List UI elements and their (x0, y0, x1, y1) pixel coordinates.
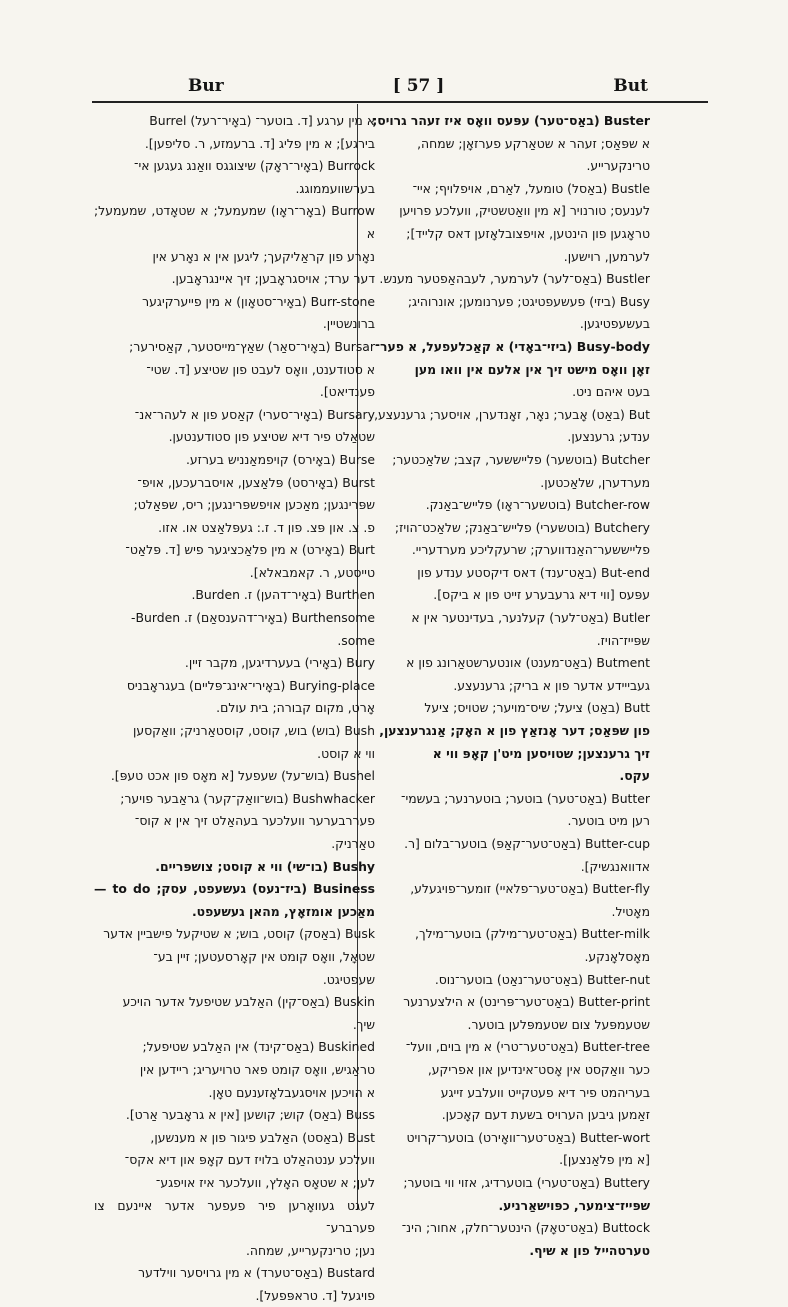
entry-text: Bustle (באַסל) טומעל, לאַרם, אויפלויף; איי־ (412, 180, 650, 196)
entry-text: Buttock (באַט־טאָק) הינטער־חלק, אחור; הינ־ (401, 1220, 650, 1236)
entry-text: Bushy (בו־שי) ווי א קוסט; צושפּריים. (155, 858, 375, 874)
dictionary-line (94, 1262, 375, 1285)
entry-text: פון שפּאַס; דער אָנזאַץ פון א האָק; אַנגרענצען, (379, 723, 650, 739)
page-header (188, 72, 648, 100)
entry-text: זאָן וואָס מישט זיך אין אלעם אין וואו מען (414, 361, 650, 377)
entry-text: But (באַט) אָבער; נאָר, זאָנדערן, אויסער; גרענעצע, (374, 406, 650, 422)
dictionary-line (369, 607, 650, 630)
dictionary-line (94, 1104, 375, 1127)
dictionary-line (369, 810, 650, 833)
dictionary-line (94, 268, 375, 291)
dictionary-line (369, 472, 650, 495)
dictionary-line (94, 313, 375, 336)
dictionary-line (369, 1082, 650, 1105)
dictionary-line (369, 743, 650, 766)
entry-text: שפּייז־צימער, כפּוישאַרניע. (498, 1197, 650, 1213)
entry-text: טייסטע, ר. קאמבאלא]. (249, 564, 375, 580)
dictionary-line (94, 404, 375, 427)
header-right-guide-word: But (613, 76, 648, 96)
entry-text: Butt (באַט) ציעל; שיס־מויער; שטויס; ציעל (424, 700, 650, 716)
entry-text: מאָסלאָנקע. (584, 948, 650, 964)
dictionary-line (369, 901, 650, 924)
entry-text: מאָטיל. (611, 903, 650, 919)
entry-text: Buster (באַס־טער) עפּעס וואָס איז זעהר גרויס; (372, 113, 650, 128)
dictionary-line (369, 562, 650, 585)
entry-text: Busy (ביזי) פעשעפטיגט; פערנומען; אונרוהיג; (407, 293, 650, 309)
entry-text: לענעס; טורנויר [א מין וואַטשטיק, וועלכע פרויען (399, 203, 650, 219)
dictionary-line (94, 246, 375, 269)
left-column (94, 110, 375, 1303)
dictionary-line (369, 404, 650, 427)
entry-text: Butment (באַט־מענט) אונטערשטאַרונג פון א (406, 655, 650, 671)
entry-text: Buttery (באַט־טערי) בוטערדיג, אזוי ווי בוטער; (403, 1174, 650, 1190)
entry-text: בערשוועממוגג. (295, 180, 375, 196)
entry-text: Bushwhacker (בוש־וואַק־קער) גראַבער פויער; (120, 790, 375, 806)
right-column (369, 110, 650, 1258)
dictionary-line (369, 517, 650, 540)
dictionary-line (369, 969, 650, 992)
entry-text: Business (ביז־נעס) געשעפט, עסק; to do — מאַכען אומזאָץ, מהאן געשעפט. (94, 881, 375, 919)
dictionary-line (369, 1240, 650, 1263)
dictionary-line (369, 991, 650, 1014)
entry-text: Butcher-row (בוטשער־ראָו) פלייש־באַנק. (425, 497, 650, 513)
entry-text: א סטודענט, וואָס לעבט פון שטיצע [ד. שטי־ (146, 361, 375, 377)
entry-text: פויגעל [ד. טראפּפעל]. (255, 1287, 375, 1303)
entry-text: Butter (באַט־טער) בוטער; בוטערנער; בעשמי־ (400, 790, 650, 806)
entry-text: לעגט געוואָרען פיר פעפער אדער איינעם צו פערברע־ (94, 1197, 375, 1236)
entry-text: טערטהייל פון א שיף. (529, 1242, 650, 1258)
entry-text: זאַמען גיבען הערויס בשעת דעם קאָכען. (441, 1107, 650, 1123)
dictionary-line (369, 313, 650, 336)
entry-text: Bush (בוש) בוש, קוסט, קוסטאַרניק; וואַקסען (132, 723, 375, 739)
dictionary-line (94, 133, 375, 156)
dictionary-line (94, 1036, 375, 1059)
entry-text: פעררבערער וועלכער בעהאַלט זיך אין א קוס־ (134, 813, 375, 829)
dictionary-line (369, 155, 650, 178)
entry-text: [א מין פלאַנצען]. (559, 1152, 650, 1168)
entry-text: Busy-body (ביזי־באָדי) א קאַכלעפעל, א פער־ (374, 338, 650, 354)
dictionary-line (94, 607, 375, 630)
dictionary-line (369, 1104, 650, 1127)
dictionary-line (369, 200, 650, 223)
dictionary-line (369, 923, 650, 946)
entry-text: עקס. (619, 768, 650, 784)
entry-text: וועלכע ענטהאַלט בלויז דעם קאָפּ און דיא אקס־ (124, 1152, 375, 1168)
dictionary-line (94, 833, 375, 856)
entry-text: נאָרע פון קראַליקעך; ליגען אין א נאָרע אין (152, 248, 375, 264)
entry-text: בירגע]; א מין פליג [ד. ברעמזע, ר. סליפען]. (144, 135, 375, 151)
entry-text: Burying-place (באָירי־אינג־פּליים) בעגראָבניס (126, 677, 375, 693)
dictionary-line (94, 1127, 375, 1150)
entry-text: Butter-cup (באַט־טער־קאַפּ) בוטער־בלום [ר. (404, 836, 650, 851)
entry-text: Butler (באַט־לער) קעלנער, בעדינטער אין א (411, 610, 650, 626)
dictionary-line (369, 494, 650, 517)
entry-text: Burthen (באָיר־דהען) ז. Burden. (191, 587, 375, 603)
entry-text: Buskin (באַס־קין) האַלבע שטיפעל אדער הויכע (122, 994, 375, 1010)
entry-text: בעריהמט פיר דיא פעטקייט וועלבע זייגע (440, 1084, 650, 1100)
dictionary-line (369, 223, 650, 246)
dictionary-line (369, 856, 650, 879)
dictionary-line (369, 246, 650, 269)
dictionary-line (94, 336, 375, 359)
entry-text: רען מיט בוטער. (567, 813, 650, 829)
dictionary-line (94, 472, 375, 495)
entry-text: Butter-nut (באַט־טער־נאַט) בוטער־נוס. (434, 971, 650, 987)
entry-text: בעשעפטיגען. (579, 316, 650, 332)
entry-text: לען; א שטאָס האָלץ, וועלכער איז אויפגע־ (155, 1174, 375, 1190)
entry-text: Bursar (באָיר־סאַר) שאַץ־מייסטער, קאַסירער; (129, 338, 375, 354)
dictionary-line (369, 133, 650, 156)
entry-text: שטאָל, וואָס קומט אין קאָרסעטען; זיין בע־ (153, 948, 375, 964)
dictionary-line (94, 562, 375, 585)
dictionary-line (94, 539, 375, 562)
dictionary-line (94, 449, 375, 472)
dictionary-line (369, 110, 650, 133)
entry-text: Burt (באָירט) א מין פלאַכציגער פיש [ד. פּלאַט־ (125, 542, 375, 558)
dictionary-line (94, 155, 375, 178)
dictionary-line (369, 1172, 650, 1195)
entry-text: some. (337, 632, 375, 648)
header-rule (92, 101, 708, 103)
entry-text: טרינקערייע. (586, 158, 650, 174)
entry-text: לערמען, רוישען. (563, 248, 650, 264)
dictionary-line (369, 946, 650, 969)
entry-text: טראַגיש, וואָס קומט פאר טרויעריג; ריידען אין (139, 1061, 375, 1077)
entry-text: ענדע; גרענצען. (567, 429, 650, 445)
dictionary-line (369, 449, 650, 472)
dictionary-line (94, 1195, 375, 1240)
entry-text: אדוואנגשיק]. (580, 858, 650, 874)
entry-text: Butter-print (באַט־טער־פּרינט) א הילצערנער (403, 994, 650, 1010)
entry-text: עפּעס [ווי דיא גרעבערע זייט פון א ביקס]. (433, 587, 650, 603)
dictionary-line (94, 291, 375, 314)
dictionary-line (369, 697, 650, 720)
entry-text: טראָגען פון הינטען, אויפצובלאָזען דאס קלייד]; (406, 225, 650, 241)
entry-text: Bursary (באָיר־סערי) קאַסע פון א לעהר־אנ־ (134, 406, 375, 422)
entry-text: Burrow (באָר־ראָו) שמעמעל; א שטאָדט, שמעמעל; א (94, 203, 375, 241)
entry-text: Butter-wort (באַט־טער־וואָירט) בוטער־קרויט (406, 1129, 650, 1145)
entry-text: Burthensome (באָיר־דהענסאַם) ז. Burden- (131, 610, 375, 626)
dictionary-line (369, 178, 650, 201)
dictionary-line (369, 584, 650, 607)
dictionary-line (369, 675, 650, 698)
dictionary-line (369, 765, 650, 788)
entry-text: בעט איהם ניט. (572, 384, 650, 400)
entry-text: Butter-tree (באַט־טער־טרי) א מין בוים, וועל־ (405, 1039, 650, 1055)
dictionary-line (94, 517, 375, 540)
dictionary-line (369, 1127, 650, 1150)
dictionary-line (94, 1059, 375, 1082)
entry-text: פלייששער־האַנדווערק; שרעקליכע מערדעריי. (411, 542, 650, 558)
dictionary-line (94, 359, 375, 382)
entry-text: Bustler (באַס־לער) לערמער, לעבהאַפטער מענש. (379, 271, 650, 287)
entry-text: שפּייז־הויז. (596, 632, 650, 648)
dictionary-line (94, 1082, 375, 1105)
entry-text: פענדיאט]. (319, 384, 375, 400)
entry-text: Bust (באַסט) האַלבע פיגור פון א מענשען, (150, 1129, 375, 1145)
entry-text: Busk (באַסק) קוסט, בוש; א שטיקעל פישביין אדער (103, 926, 375, 942)
dictionary-line (94, 743, 375, 766)
dictionary-line (369, 539, 650, 562)
dictionary-line (94, 720, 375, 743)
entry-text: Butcher (בוטשער) פלייששער, קצב; שלאַכטער; (392, 451, 650, 467)
entry-text: שעפטיגט. (322, 971, 375, 987)
entry-text: דער ערד; אויסגראָבען; זיך איינגראָבען. (171, 271, 375, 287)
dictionary-line (94, 697, 375, 720)
dictionary-line (369, 1059, 650, 1082)
dictionary-line (94, 630, 375, 653)
dictionary-line (369, 788, 650, 811)
dictionary-line (94, 652, 375, 675)
dictionary-line (94, 765, 375, 788)
dictionary-line (94, 675, 375, 698)
entry-text: כער וואַקסט אין אָסט־אינדיען און אפריקע, (427, 1061, 650, 1077)
dictionary-line (369, 336, 650, 359)
entry-text: Buskined (באַס־קינד) אין האַלבע שטיפעל; (142, 1039, 375, 1055)
dictionary-line (369, 1014, 650, 1037)
dictionary-line (94, 178, 375, 201)
dictionary-line (94, 878, 375, 923)
entry-text: Bushel (בוש־על) שעפעל [א מאָס פון אכט טעפּ]. (110, 768, 375, 784)
entry-text: אָרט, מקום קבורה; בית עולם. (216, 700, 375, 716)
entry-text: ווי א קוסט. (317, 745, 375, 761)
entry-text: א שפּאַס; זעהר א שטאַרקע פערזאָן; שמחה, (417, 135, 650, 151)
entry-text: Bustard (באַס־טערד) א מין גרויסער ווילדער (138, 1265, 375, 1281)
dictionary-line (94, 856, 375, 879)
entry-text: Butchery (בוטשערי) פלייש־באַנק; שלאַכט־הויז; (394, 519, 650, 535)
entry-text: שטאַלט פיר דיא שטיצע פון סטודענטען. (168, 429, 375, 445)
dictionary-line (369, 268, 650, 291)
dictionary-line (94, 1240, 375, 1263)
dictionary-line (94, 1285, 375, 1307)
dictionary-line (369, 720, 650, 743)
entry-text: א מין ערגע [ד. בוטער־ (באָיר־רעל) Burrel (149, 113, 375, 128)
dictionary-line (94, 1014, 375, 1037)
dictionary-line (94, 969, 375, 992)
dictionary-line (369, 1195, 650, 1218)
dictionary-line (369, 833, 650, 856)
entry-text: Burst (באָירסט) פּלאַצען, אויסברעכען, אויפ־ (137, 474, 375, 490)
dictionary-line (94, 426, 375, 449)
dictionary-line (369, 381, 650, 404)
entry-text: But-end (באַט־ענד) דאס דיקסטע ענדע פון (417, 564, 650, 580)
dictionary-line (94, 381, 375, 404)
header-left-guide-word: Bur (188, 76, 224, 96)
entry-text: Burrock (באָיר־ראָק) שיצוגגס וואַנג געגען אי־ (134, 158, 375, 174)
dictionary-line (369, 291, 650, 314)
entry-text: טאַרניק. (331, 836, 375, 851)
dictionary-line (94, 810, 375, 833)
dictionary-line (369, 652, 650, 675)
entry-text: שטעמפּעל צום שטעמפּלען בוטער. (467, 1016, 650, 1032)
entry-text: ברונשטיין. (322, 316, 375, 332)
entry-text: Burse (באָירס) קויפמאַנניש בערזע. (185, 451, 375, 467)
entry-text: שיך. (352, 1016, 375, 1032)
entry-text: Buss (באַס) קוש; קושען [אין א גראָבער אַרט]. (125, 1107, 375, 1123)
dictionary-line (369, 1149, 650, 1172)
dictionary-line (94, 200, 375, 245)
dictionary-line (94, 991, 375, 1014)
entry-text: זיך גרענצען; שטויסען מיט'ן קאָפּ ווי א (432, 745, 650, 761)
dictionary-line (369, 1036, 650, 1059)
dictionary-line (94, 584, 375, 607)
page-number: [ 57 ] (392, 76, 445, 96)
entry-text: Burr-stone (באָיר־סטאָון) א מין פייערקיגער (142, 293, 375, 309)
dictionary-line (94, 923, 375, 946)
entry-text: Bury (באָירי) בעערדיגען, מקבר זיין. (184, 655, 375, 671)
dictionary-line (369, 359, 650, 382)
dictionary-line (94, 788, 375, 811)
entry-text: געבייידע אדער פון א בריק; גרענעצע. (453, 677, 650, 693)
entry-text: מערדערן, שלאַכטען. (540, 474, 650, 490)
dictionary-line (369, 878, 650, 901)
dictionary-line (94, 1172, 375, 1195)
entry-text: נען; טרינקערייע, שמחה. (245, 1242, 375, 1258)
entry-text: שפּרינגען; מאַכען אויפשפּרינגען; ריס, שפּאַלט; (133, 497, 375, 513)
dictionary-line (369, 630, 650, 653)
entry-text: Butter-milk (באַט־טער־מילק) בוטער־מילך, (415, 926, 650, 942)
dictionary-line (94, 1149, 375, 1172)
dictionary-line (94, 110, 375, 133)
entry-text: א הויכען אויסגעבלאָזענעם טאָן. (208, 1084, 375, 1100)
dictionary-line (94, 946, 375, 969)
dictionary-line (369, 426, 650, 449)
entry-text: Butter-fly (באַט־טער־פלאיי) זומער־פויגעלע, (410, 881, 650, 897)
entry-text: פ. צ. און פּצ. פון ד. ז.: געפּלאַצט או. אזו. (158, 519, 375, 535)
dictionary-line (369, 1217, 650, 1240)
dictionary-line (94, 494, 375, 517)
